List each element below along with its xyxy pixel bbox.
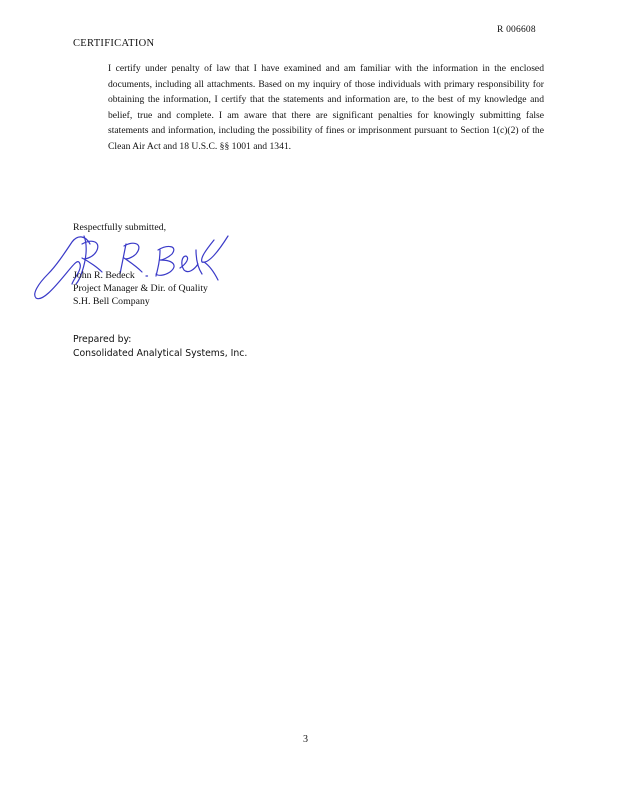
prepared-by-company: Consolidated Analytical Systems, Inc.	[73, 348, 248, 360]
signer-title: Project Manager & Dir. of Quality	[73, 283, 208, 295]
prepared-by-block	[73, 333, 247, 361]
page-title: CERTIFICATION	[73, 38, 155, 49]
certification-statement: I certify under penalty of law that I have examined and am familiar with the information in the enclosed documents, including all attachments. Based on my inquiry of those individuals with primary responsibility for obtaining the information, I certify that the statements and information are, to the best of my knowledge and belief, true and complete. I am aware that there are significant penalties for knowingly submitting false statements and information, including the possibility of fines or imprisonment pursuant to Section 1(c)(2) of the Clean Air Act and 18 U.S.C. §§ 1001 and 1341.	[108, 63, 544, 152]
closing-line: Respectfully submitted,	[73, 222, 167, 233]
document-id: R 006608	[497, 25, 536, 35]
page-number: 3	[303, 734, 308, 745]
signer-company: S.H. Bell Company	[73, 296, 150, 308]
prepared-by-label: Prepared by:	[73, 334, 132, 345]
signer-name: John R. Bedeck	[73, 270, 135, 281]
signer-block	[73, 269, 208, 309]
